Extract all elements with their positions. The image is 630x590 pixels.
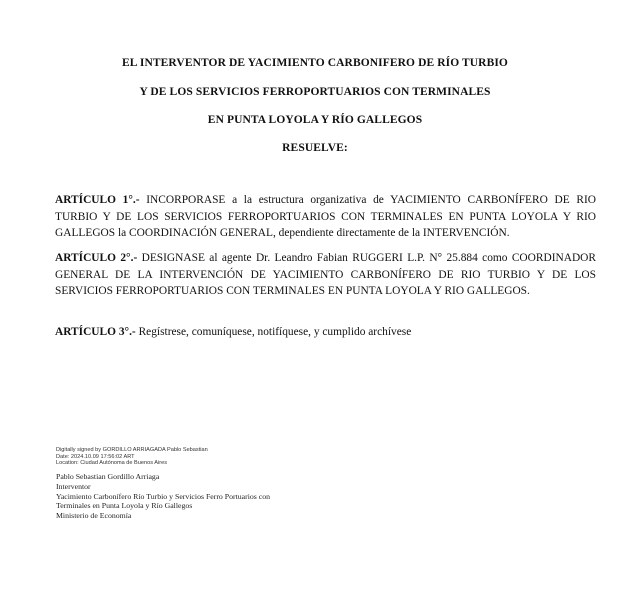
digital-signature-block [56,447,208,467]
signer-organization-line-1: Yacimiento Carbonífero Río Turbio y Servicios Ferro Portuarios con [56,491,271,501]
resuelve-heading: RESUELVE: [282,142,348,154]
header-line-1: EL INTERVENTOR DE YACIMIENTO CARBONIFERO DE RÍO TURBIO [122,57,508,69]
article-2-text: DESIGNASE al agente Dr. Leandro Fabian RUGGERI L.P. N° 25.884 como COORDINADOR GENERAL DE LA INTERVENCIÓN DE YACIMIENTO CARBONÍFERO DE RIO TURBIO Y DE LOS SERVICIOS FERROPORTUARIOS CON TERMINALES EN PUNTA LOYOLA Y RIO GALLEGOS. [55,252,596,297]
article-2 [55,250,596,300]
article-1-text: INCORPORASE a la estructura organizativa de YACIMIENTO CARBONÍFERO DE RIO TURBIO Y DE LOS SERVICIOS FERROPORTUARIOS CON TERMINALES EN PUNTA LOYOLA Y RIO GALLEGOS la COORDINACIÓN GENERAL, dependiente directamente de la INTERVENCIÓN. [55,194,597,239]
signer-name: Pablo Sebastian Gordillo Arriaga [56,472,160,481]
digital-signature-location: Location: Ciudad Autónoma de Buenos Aires [56,460,168,467]
article-1 [55,192,596,242]
article-2-label: ARTÍCULO 2°.- [55,252,138,264]
signer-organization-line-2: Terminales en Punta Loyola y Río Gallegos [56,501,193,511]
signer-ministry: Ministerio de Economía [56,511,132,521]
header-line-3: EN PUNTA LOYOLA Y RÍO GALLEGOS [207,114,423,126]
article-3-text: Regístrese, comuníquese, notifíquese, y cumplido archívese [135,326,412,338]
header-line-2: Y DE LOS SERVICIOS FERROPORTUARIOS CON TERMINALES [139,86,491,98]
article-3 [55,324,596,341]
article-3-label: ARTÍCULO 3°.- [55,326,136,338]
signer-role: Interventor [56,481,91,491]
article-1-label: ARTÍCULO 1°.- [55,194,140,206]
digital-signature-signed-by: Digitally signed by GORDILLO ARRIAGADA Pablo Sebastian [56,447,208,453]
signer-block [56,472,270,521]
digital-signature-date: Date: 2024.10.09 17:56:02 ART [56,453,135,460]
